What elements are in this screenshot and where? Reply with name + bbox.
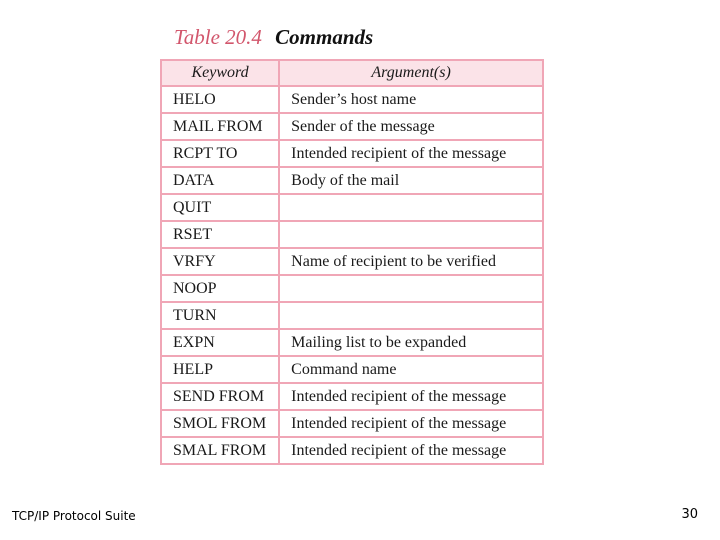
header-keyword: Keyword (161, 60, 279, 86)
commands-table (160, 59, 544, 465)
argument-cell: Body of the mail (279, 167, 543, 194)
table-row (161, 383, 543, 410)
table-row (161, 221, 543, 248)
page-number: 30 (681, 507, 698, 522)
keyword-cell: RSET (161, 221, 279, 248)
argument-cell (279, 275, 543, 302)
table-row (161, 140, 543, 167)
table-row (161, 86, 543, 113)
keyword-cell: VRFY (161, 248, 279, 275)
keyword-cell: SMOL FROM (161, 410, 279, 437)
table-number: Table 20.4 (174, 25, 262, 49)
keyword-cell: QUIT (161, 194, 279, 221)
table-row (161, 248, 543, 275)
keyword-cell: MAIL FROM (161, 113, 279, 140)
keyword-cell: HELP (161, 356, 279, 383)
argument-cell: Mailing list to be expanded (279, 329, 543, 356)
keyword-cell: SMAL FROM (161, 437, 279, 464)
argument-cell: Intended recipient of the message (279, 437, 543, 464)
keyword-cell: SEND FROM (161, 383, 279, 410)
table-row (161, 194, 543, 221)
argument-cell: Intended recipient of the message (279, 140, 543, 167)
keyword-cell: TURN (161, 302, 279, 329)
argument-cell (279, 302, 543, 329)
table-caption: Commands (275, 25, 374, 49)
table-row (161, 275, 543, 302)
keyword-cell: DATA (161, 167, 279, 194)
table-row (161, 329, 543, 356)
table-row (161, 356, 543, 383)
argument-cell: Name of recipient to be verified (279, 248, 543, 275)
table-title (174, 25, 373, 50)
argument-cell: Intended recipient of the message (279, 410, 543, 437)
argument-cell: Sender of the message (279, 113, 543, 140)
keyword-cell: NOOP (161, 275, 279, 302)
table-header-row (161, 60, 543, 86)
header-arguments: Argument(s) (279, 60, 543, 86)
keyword-cell: HELO (161, 86, 279, 113)
keyword-cell: RCPT TO (161, 140, 279, 167)
footer-title: TCP/IP Protocol Suite (12, 509, 136, 523)
argument-cell (279, 221, 543, 248)
argument-cell: Command name (279, 356, 543, 383)
argument-cell: Sender’s host name (279, 86, 543, 113)
keyword-cell: EXPN (161, 329, 279, 356)
argument-cell (279, 194, 543, 221)
argument-cell: Intended recipient of the message (279, 383, 543, 410)
table-row (161, 167, 543, 194)
table-row (161, 113, 543, 140)
table-row (161, 437, 543, 464)
table-row (161, 410, 543, 437)
table-row (161, 302, 543, 329)
